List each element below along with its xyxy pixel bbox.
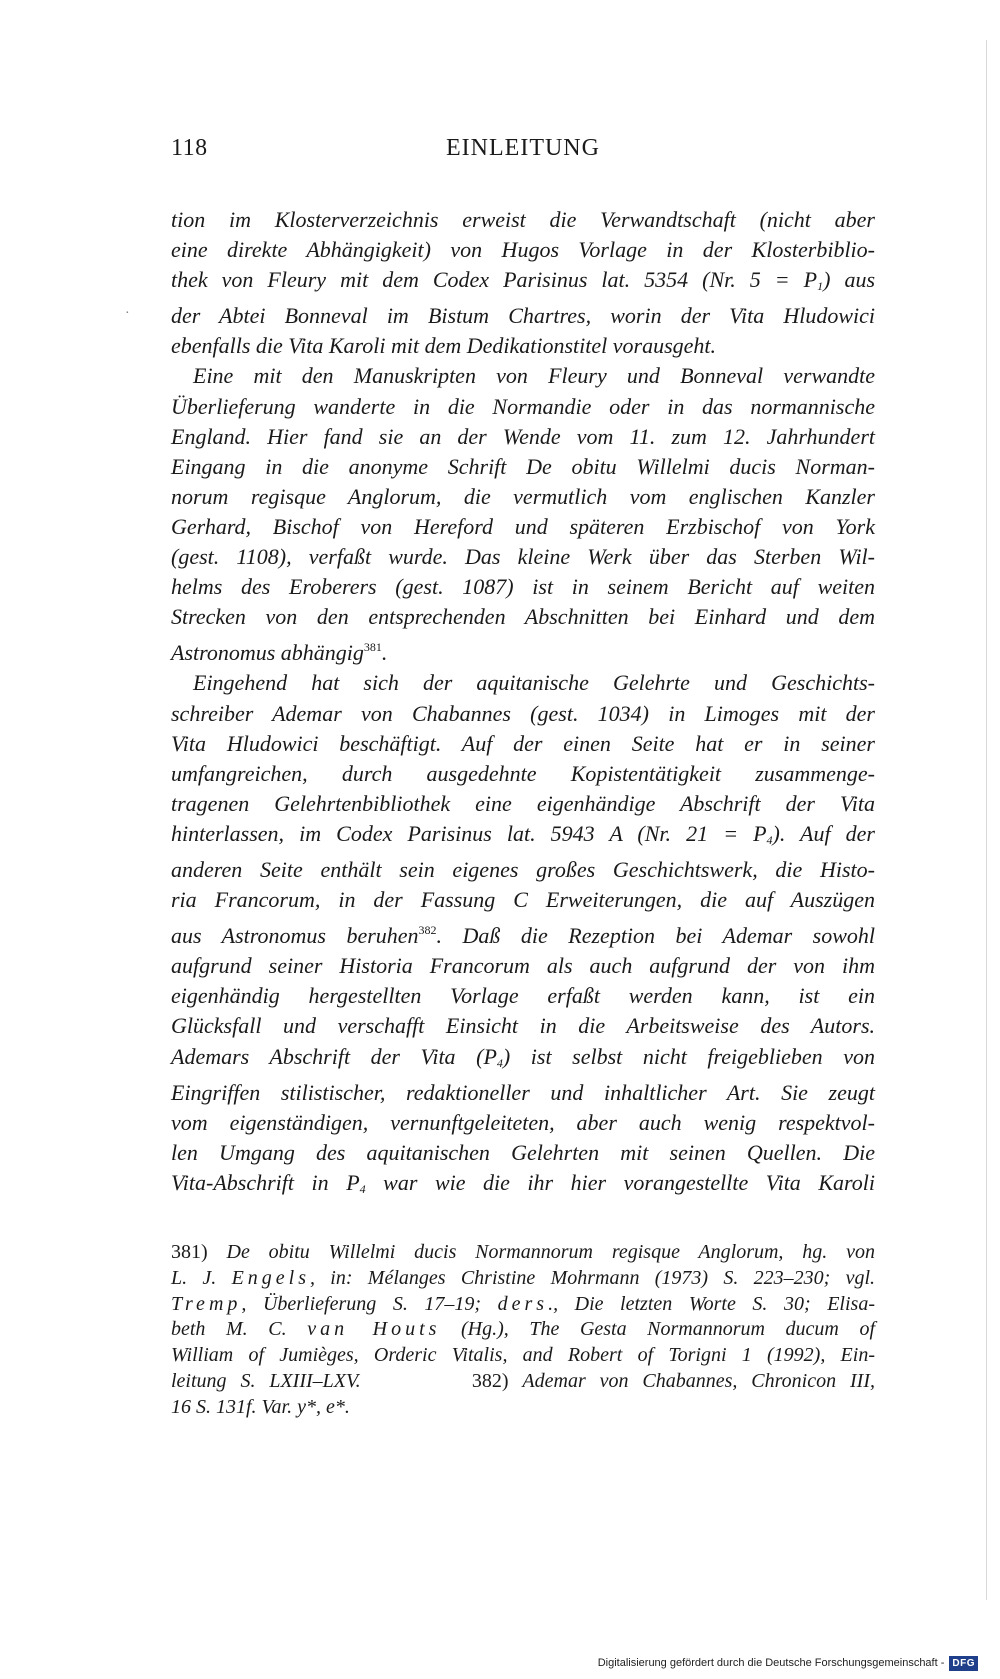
text-line: Glücksfall und verschafft Einsicht in die Arbeitsweise des Autors. — [171, 1013, 875, 1039]
footnote-line: William of Jumièges, Orderic Vitalis, and Robert of Torigni 1 (1992), Ein- — [171, 1344, 875, 1367]
text-line: eigenhändig hergestellten Vorlage erfaßt werden kann, ist ein — [171, 983, 875, 1009]
footnote-ref-382: 382 — [418, 923, 437, 938]
footnote-line: L. J. Engels, in: Mélanges Christine Mohrmann (1973) S. 223–230; vgl. — [171, 1266, 876, 1289]
footnotes — [171, 1240, 875, 1421]
text-line: (gest. 1108), verfaßt wurde. Das kleine Werk über das Sterben Wil- — [171, 544, 875, 570]
text-line: anderen Seite enthält sein eigenes großes Geschichtswerk, die Histo- — [171, 856, 875, 882]
text-line: schreiber Ademar von Chabannes (gest. 1034) in Limoges mit der — [171, 700, 875, 726]
paragraph-1 — [171, 205, 875, 361]
footnote-line: beth M. C. van Houts (Hg.), The Gesta Normannorum ducum of — [171, 1318, 876, 1341]
text-line: ria Francorum, in der Fassung C Erweiterungen, die auf Auszügen — [171, 887, 875, 913]
text-line: thek von Fleury mit dem Codex Parisinus lat. 5354 (Nr. $5 = P_1$) aus — [171, 267, 876, 294]
text-line: aus Astronomus beruhen$^{382}$. Daß die Rezeption bei Ademar sowohl — [171, 923, 875, 949]
page-header — [171, 135, 875, 169]
text-line: Vita Hludowici beschäftigt. Auf der einen Seite hat er in seiner — [171, 730, 875, 756]
footnote-line: leitung S. LXIII–LXV. 382) Ademar von Chabannes, Chronicon III, — [171, 1369, 875, 1392]
body-text — [171, 205, 875, 1204]
text-line: Ademars Abschrift der Vita $(P_4)$ ist selbst nicht freigeblieben von — [171, 1043, 876, 1070]
footnote-ref-381: 381 — [363, 640, 382, 655]
running-head: EINLEITUNG — [446, 135, 600, 161]
text-line: Eingriffen stilistischer, redaktioneller und inhaltlicher Art. Sie zeugt — [171, 1079, 875, 1105]
paragraph-3 — [171, 668, 875, 1204]
dfg-logo: DFG — [949, 1656, 978, 1671]
text-line: len Umgang des aquitanischen Gelehrten mit seinen Quellen. Die — [171, 1139, 875, 1165]
text-line: aufgrund seiner Historia Francorum als auch aufgrund der von ihm — [171, 953, 875, 979]
page-edge-line — [986, 40, 987, 1600]
digitization-credit — [598, 1653, 978, 1673]
text-line: tragenen Gelehrtenbibliothek eine eigenhändige Abschrift der Vita — [171, 790, 875, 816]
text-line: norum regisque Anglorum, die vermutlich vom englischen Kanzler — [171, 483, 875, 509]
text-line: hinterlassen, im Codex Parisinus lat. 5943 A (Nr. $21 = P_4$). Auf der — [171, 820, 875, 847]
text-line: Eingang in die anonyme Schrift De obitu Willelmi ducis Norman- — [171, 453, 875, 479]
text-line: eine direkte Abhängigkeit) von Hugos Vorlage in der Klosterbiblio- — [171, 237, 875, 263]
siglum-subscript: 4 — [359, 1181, 366, 1196]
text-line: helms des Eroberers (gest. 1087) ist in seinem Bericht auf weiten — [171, 574, 875, 600]
siglum-subscript: 4 — [496, 1055, 503, 1070]
page-number: 118 — [171, 135, 208, 161]
footnote-line: Tremp, Überlieferung S. 17–19; ders., Die letzten Worte S. 30; Elisa- — [171, 1292, 875, 1315]
text-line: Gerhard, Bischof von Hereford und späteren Erzbischof von York — [171, 513, 875, 539]
text-line: Eingehend hat sich der aquitanische Gelehrte und Geschichts- — [193, 670, 875, 696]
text-line: vom eigenständigen, vernunftgeleiteten, aber auch wenig respektvol- — [171, 1109, 875, 1135]
paragraph-2 — [171, 361, 875, 668]
text-line: England. Hier fand sie an der Wende vom 11. zum 12. Jahrhundert — [171, 423, 875, 449]
footnote-line: 381) De obitu Willelmi ducis Normannorum regisque Anglorum, hg. von — [171, 1241, 875, 1263]
siglum-subscript: 4 — [766, 832, 773, 847]
footnote-line: 16 S. 131f. Var. y*, e*. — [171, 1395, 350, 1418]
text-line: Vita-Abschrift in $P_4$ war wie die ihr hier vorangestellte Vita Karoli — [171, 1169, 875, 1196]
text-line: ebenfalls die Vita Karoli mit dem Dedikationstitel vorausgeht. — [171, 333, 717, 359]
text-line: Astronomus abhängig$^{381}$. — [171, 640, 388, 666]
stray-margin-mark: · — [125, 306, 130, 321]
text-line: Überlieferung wanderte in die Normandie oder in das normannische — [171, 393, 875, 419]
text-line: umfangreichen, durch ausgedehnte Kopistentätigkeit zusammenge- — [171, 760, 875, 786]
credit-text: Digitalisierung gefördert durch die Deutsche Forschungsgemeinschaft - — [597, 1657, 945, 1669]
text-line: Eine mit den Manuskripten von Fleury und Bonneval verwandte — [193, 363, 875, 389]
text-line: der Abtei Bonneval im Bistum Chartres, worin der Vita Hludowici — [171, 303, 875, 329]
text-line: tion im Klosterverzeichnis erweist die Verwandtschaft (nicht aber — [171, 207, 875, 232]
text-line: Strecken von den entsprechenden Abschnitten bei Einhard und dem — [171, 604, 875, 630]
siglum-subscript: 1 — [817, 279, 824, 294]
